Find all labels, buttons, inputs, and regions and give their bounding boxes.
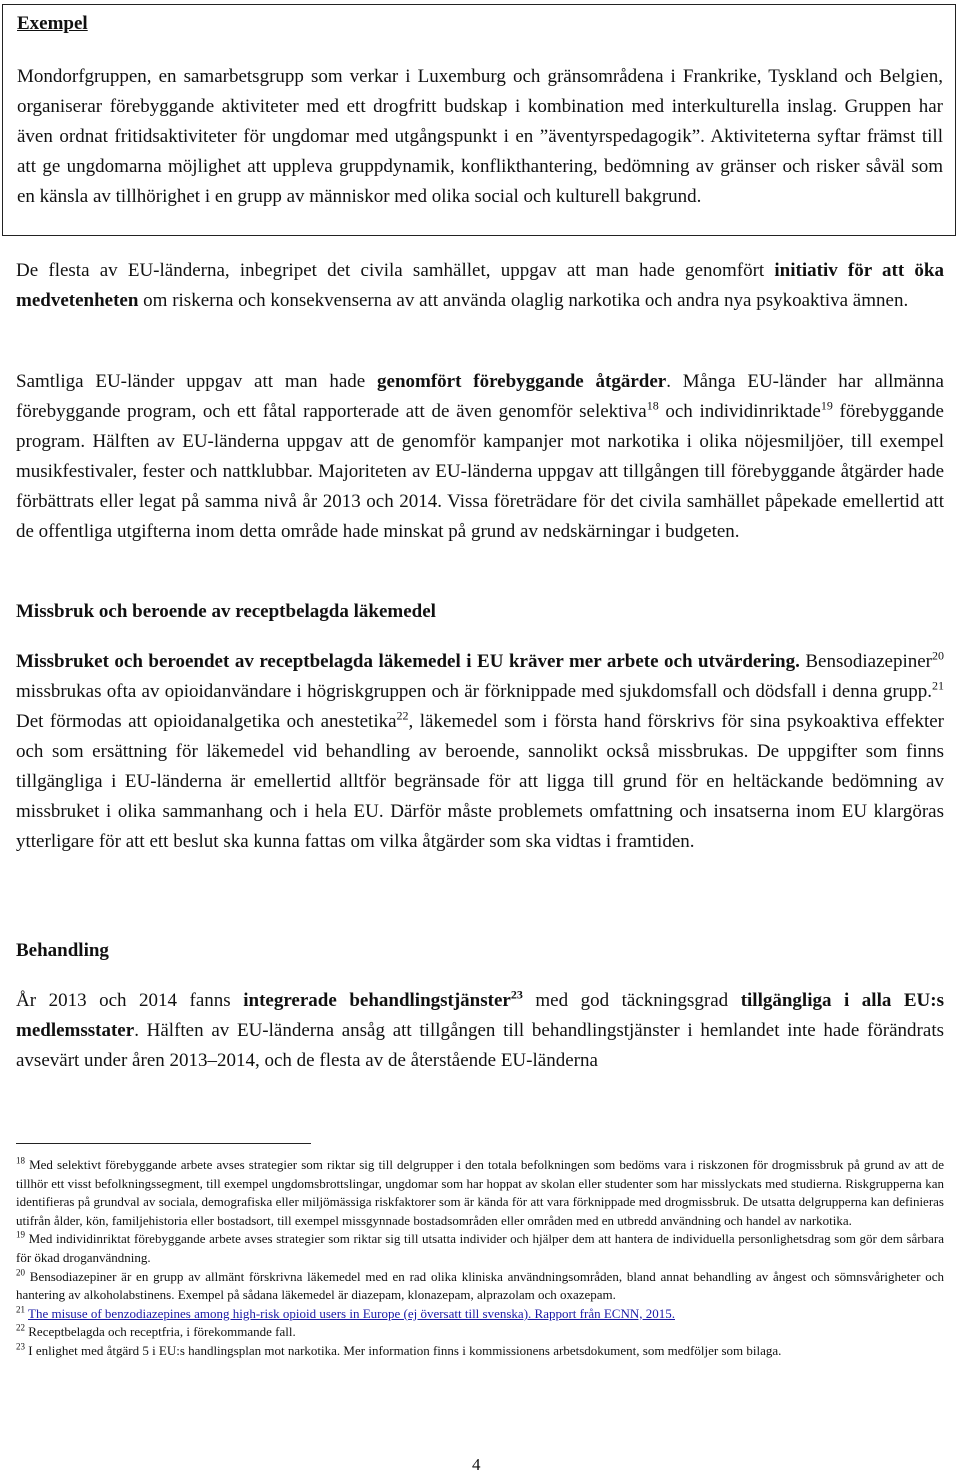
- page-number: 4: [472, 1455, 481, 1474]
- footnote-ref-22[interactable]: 22: [396, 708, 409, 723]
- footnote-20: $^{20}$ Bensodiazepiner är en grupp av allmänt förskrivna läkemedel med en rad olika kliniska användningsområden, bland annat behandling av ångest och sömnsvårigheter och hantering av alkoholabstinens. Exempel på sådana läkemedel är diazepam, klonazepam, alprazolam och oxazepam.: [16, 1267, 944, 1303]
- paragraph-treatment: År 2013 och 2014 fanns integrerade behandlingstjänster$^{23}$ med god täckningsgrad tillgängliga i alla EU:s medlemsstater. Hälften av EU-länderna ansåg att tillgången till behandlingstjänster i hemlandet inte hade förändrats avsevärt under åren 2013–2014, och de flesta av de återstående EU-länderna: [16, 987, 944, 1071]
- footnotes: [16, 1156, 944, 1361]
- paragraph-prescription-drugs: Missbruket och beroendet av receptbelagda läkemedel i EU kräver mer arbete och utvärdering. Bensodiazepiner$^{20}$ missbrukas ofta av opioidanvändare i högriskgruppen och är förknippade med sjukdomsfall och dödsfall i denna grupp.$^{21}$ Det förmodas att opioidanalgetika och anestetika$^{22}$, läkemedel som i första hand förskrivs för sina psykoaktiva effekter och som ersättning för läkemedel vid behandling av beroende, sannolikt också missbrukas. De uppgifter som finns tillgängliga i EU-länderna är emellertid alltför begränsade för att ligga till grund för en heltäckande bedömning av missbruket i olika sammanhang och i hela EU. Därför måste problemets omfattning och insatserna inom EU klargöras ytterligare för att ett beslut ska kunna fattas om vilka åtgärder som ska vidtas i framtiden.: [16, 648, 944, 852]
- example-box-title: Exempel: [17, 13, 88, 34]
- footnote-18: $^{18}$ Med selektivt förebyggande arbete avses strategier som riktar sig till delgrupper i den totala befolkningen som bedöms vara i riskzonen för drogmissbruk på grund av att de tillhör ett visst befolkningssegment, till exempel ungdomsbrottslingar, ungdomar som har hoppat av skolan eller studenter som har misslyckats med studierna. Riskgrupperna kan identifieras på grundval av sociala, demografiska eller miljömässiga riskfaktorer som är kända för att vara förknippade med drogmissbruk. De utsatta delgrupperna kan definieras utifrån ålder, kön, familjehistoria eller bostadsort, till exempel missgynnade bostadsområden eller områden med en utbredd användning och handel av narkotika.: [16, 1155, 944, 1228]
- footnote-21: $^{21}$ The misuse of benzodiazepines among high-risk opioid users in Europe (ej översatt till svenska). Rapport från ECNN, 2015.: [16, 1304, 675, 1321]
- footnote-ref-23[interactable]: 23: [510, 987, 523, 1002]
- section-heading-prescription-drugs: Missbruk och beroende av receptbelagda läkemedel: [16, 601, 436, 622]
- paragraph-awareness: De flesta av EU-länderna, inbegripet det civila samhället, uppgav att man hade genomfört initiativ för att öka medvetenheten om riskerna och konsekvenserna av att använda olaglig narkotika och andra nya psykoaktiva ämnen.: [16, 260, 944, 311]
- footnote-ref-21[interactable]: 21: [932, 678, 944, 693]
- section-heading-treatment: Behandling: [16, 940, 109, 961]
- footnote-19: $^{19}$ Med individinriktat förebyggande arbete avses strategier som riktar sig till utsatta individer och hjälper dem att hantera de individuella personlighetsdrag som gör dem sårbara för ökad droganvändning.: [16, 1230, 944, 1265]
- paragraph-prevention: Samtliga EU-länder uppgav att man hade genomfört förebyggande åtgärder. Många EU-länder har allmänna förebyggande program, och ett fåtal rapporterade att de även genomför selektiva$^{18}$ och individinriktade$^{19}$ förebyggande program. Hälften av EU-länderna uppgav att de genomför kampanjer mot narkotika i olika nöjesmiljöer, till exempel musikfestivaler, fester och nattklubbar. Majoriteten av EU-länderna uppgav att tillgången till förebyggande åtgärder hade förbättrats eller legat på samma nivå år 2013 och 2014. Vissa företrädare för det civila samhället påpekade emellertid att de offentliga utgifterna inom detta område hade minskat på grund av nedskärningar i budgeten.: [16, 371, 944, 542]
- ecnn-report-link[interactable]: The misuse of benzodiazepines among high-risk opioid users in Europe (ej översatt till svenska). Rapport från ECNN, 2015.: [28, 1305, 675, 1321]
- footnote-ref-18[interactable]: 18: [646, 398, 659, 413]
- example-box: [2, 4, 956, 236]
- example-box-text: Mondorfgruppen, en samarbetsgrupp som verkar i Luxemburg och gränsområdena i Frankrike, Tyskland och Belgien, organiserar förebyggande aktiviteter med ett drogfritt budskap i kombination med interkulturella inslag. Gruppen har även ordnat fritidsaktiviteter för ungdomar med utgångspunkt i en ”äventyrspedagogik”. Aktiviteterna syftar främst till att ge ungdomarna möjlighet att uppleva gruppdynamik, konflikthantering, bedömning av gränser och risker såväl som en känsla av tillhörighet i en grupp av människor med olika social och kulturell bakgrund.: [17, 66, 943, 207]
- footnote-22: $^{22}$ Receptbelagda och receptfria, i förekommande fall.: [16, 1323, 296, 1340]
- footnote-ref-20[interactable]: 20: [932, 648, 944, 663]
- footnote-ref-19[interactable]: 19: [820, 398, 833, 413]
- footnote-separator: [16, 1143, 311, 1144]
- footnote-23: $^{23}$ I enlighet med åtgärd 5 i EU:s handlingsplan mot narkotika. Mer information finns i kommissionens arbetsdokument, som medföljer som bilaga.: [16, 1341, 782, 1358]
